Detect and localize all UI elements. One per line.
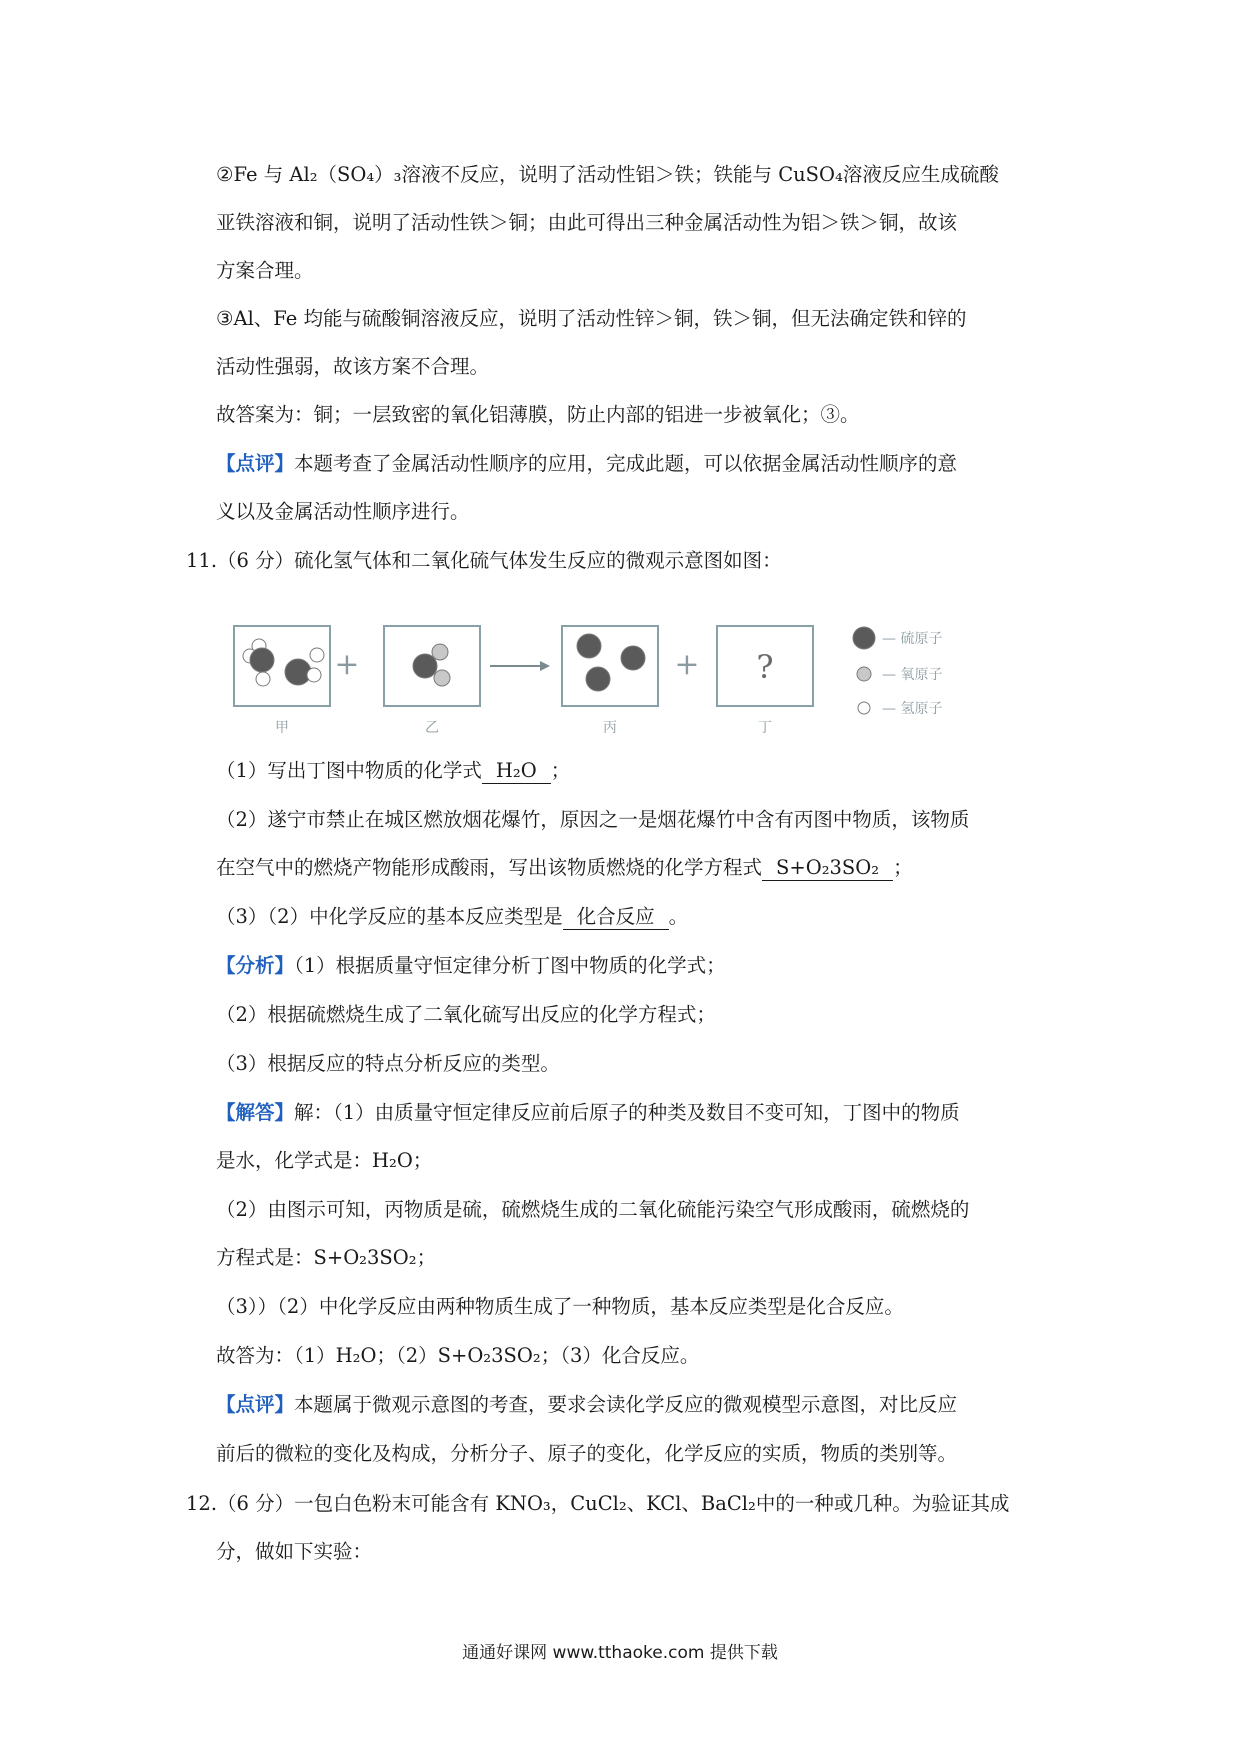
question-11-part-1: （1）写出丁图中物质的化学式 H₂O ； <box>216 759 571 782</box>
comment-line: 【点评】本题考查了金属活动性顺序的应用，完成此题，可以依据金属活动性顺序的意 <box>216 452 958 475</box>
molecule-so2 <box>413 644 450 686</box>
analysis-tag: 【分析】 <box>216 954 295 977</box>
answer-blank: S+O₂3SO₂ <box>762 856 893 881</box>
legend-label: — 氧原子 <box>882 667 943 683</box>
text-line: 故答为：（1）H₂O；（2）S+O₂3SO₂；（3）化合反应。 <box>216 1344 700 1367</box>
legend-sulfur <box>853 627 875 649</box>
text-line: ③Al、Fe 均能与硫酸铜溶液反应，说明了活动性锌＞铜，铁＞铜，但无法确定铁和锌的 <box>216 307 967 330</box>
question-mark: ? <box>756 648 774 686</box>
plus-sign: + <box>674 647 700 682</box>
text-line: 是水，化学式是：H₂O； <box>216 1149 433 1172</box>
text-line: 方程式是：S+O₂3SO₂； <box>216 1246 437 1269</box>
label-jia: 甲 <box>275 720 289 736</box>
label-ding: 丁 <box>758 720 772 736</box>
question-11: 11.（6 分）硫化氢气体和二氧化硫气体发生反应的微观示意图如图： <box>186 549 782 572</box>
reaction-diagram <box>232 622 992 740</box>
solution-line: 【解答】解：（1）由质量守恒定律反应前后原子的种类及数目不变可知，丁图中的物质 <box>216 1101 960 1124</box>
box-bing <box>562 626 658 706</box>
text-line: 方案合理。 <box>216 259 314 282</box>
text-line: （2）由图示可知，丙物质是硫，硫燃烧生成的二氧化硫能污染空气形成酸雨，硫燃烧的 <box>216 1198 970 1221</box>
comment-tag: 【点评】 <box>216 1393 295 1416</box>
comment-line: 【点评】本题属于微观示意图的考查，要求会读化学反应的微观模型示意图，对比反应 <box>216 1393 958 1416</box>
text-line: 前后的微粒的变化及构成，分析分子、原子的变化，化学反应的实质，物质的类别等。 <box>216 1442 958 1465</box>
box-jia <box>234 626 330 706</box>
answer-blank: H₂O <box>482 759 551 784</box>
legend-label: — 氢原子 <box>882 701 943 717</box>
label-yi: 乙 <box>425 720 439 736</box>
text-line: （2）根据硫燃烧生成了二氧化硫写出反应的化学方程式； <box>216 1003 716 1026</box>
analysis-line: 【分析】（1）根据质量守恒定律分析丁图中物质的化学式； <box>216 954 726 977</box>
text-line: 义以及金属活动性顺序进行。 <box>216 500 470 523</box>
plus-sign: + <box>334 647 360 682</box>
molecule-h2s <box>243 639 274 686</box>
text-line: （3））（2）中化学反应由两种物质生成了一种物质，基本反应类型是化合反应。 <box>216 1295 904 1318</box>
molecule-h2s <box>285 648 324 685</box>
legend <box>853 627 875 714</box>
label-bing: 丙 <box>603 720 617 736</box>
question-12: 12.（6 分）一包白色粉末可能含有 KNO₃，CuCl₂、KCl、BaCl₂中的一种或几种。为验证其成 <box>186 1492 1010 1515</box>
text-line: ②Fe 与 Al₂（SO₄）₃溶液不反应，说明了活动性铝＞铁；铁能与 CuSO₄溶液反应生成硫酸 <box>216 163 999 186</box>
comment-tag: 【点评】 <box>216 452 295 475</box>
legend-label: — 硫原子 <box>882 631 943 647</box>
text-line: （3）根据反应的特点分析反应的类型。 <box>216 1052 560 1075</box>
legend-hydrogen <box>858 702 870 714</box>
text-line: 故答案为：铜；一层致密的氧化铝薄膜，防止内部的铝进一步被氧化；③。 <box>216 403 860 426</box>
question-11-part-2: （2）遂宁市禁止在城区燃放烟花爆竹，原因之一是烟花爆竹中含有丙图中物质，该物质 <box>216 808 970 831</box>
question-11-part-2b: 在空气中的燃烧产物能形成酸雨，写出该物质燃烧的化学方程式 S+O₂3SO₂ ； <box>216 856 913 879</box>
text-line: 亚铁溶液和铜，说明了活动性铁＞铜；由此可得出三种金属活动性为铝＞铁＞铜，故该 <box>216 211 958 234</box>
arrow-head <box>540 661 550 671</box>
answer-blank: 化合反应 <box>563 905 669 930</box>
question-11-part-3: （3）（2）中化学反应的基本反应类型是 化合反应 。 <box>216 905 689 928</box>
text-line: 分，做如下实验： <box>216 1540 373 1563</box>
text-line: 活动性强弱，故该方案不合理。 <box>216 355 490 378</box>
legend-oxygen <box>857 667 871 681</box>
sulfur-atoms <box>577 634 645 691</box>
page-footer: 通通好课网 www.tthaoke.com 提供下载 <box>462 1643 778 1663</box>
solution-tag: 【解答】 <box>216 1101 295 1124</box>
